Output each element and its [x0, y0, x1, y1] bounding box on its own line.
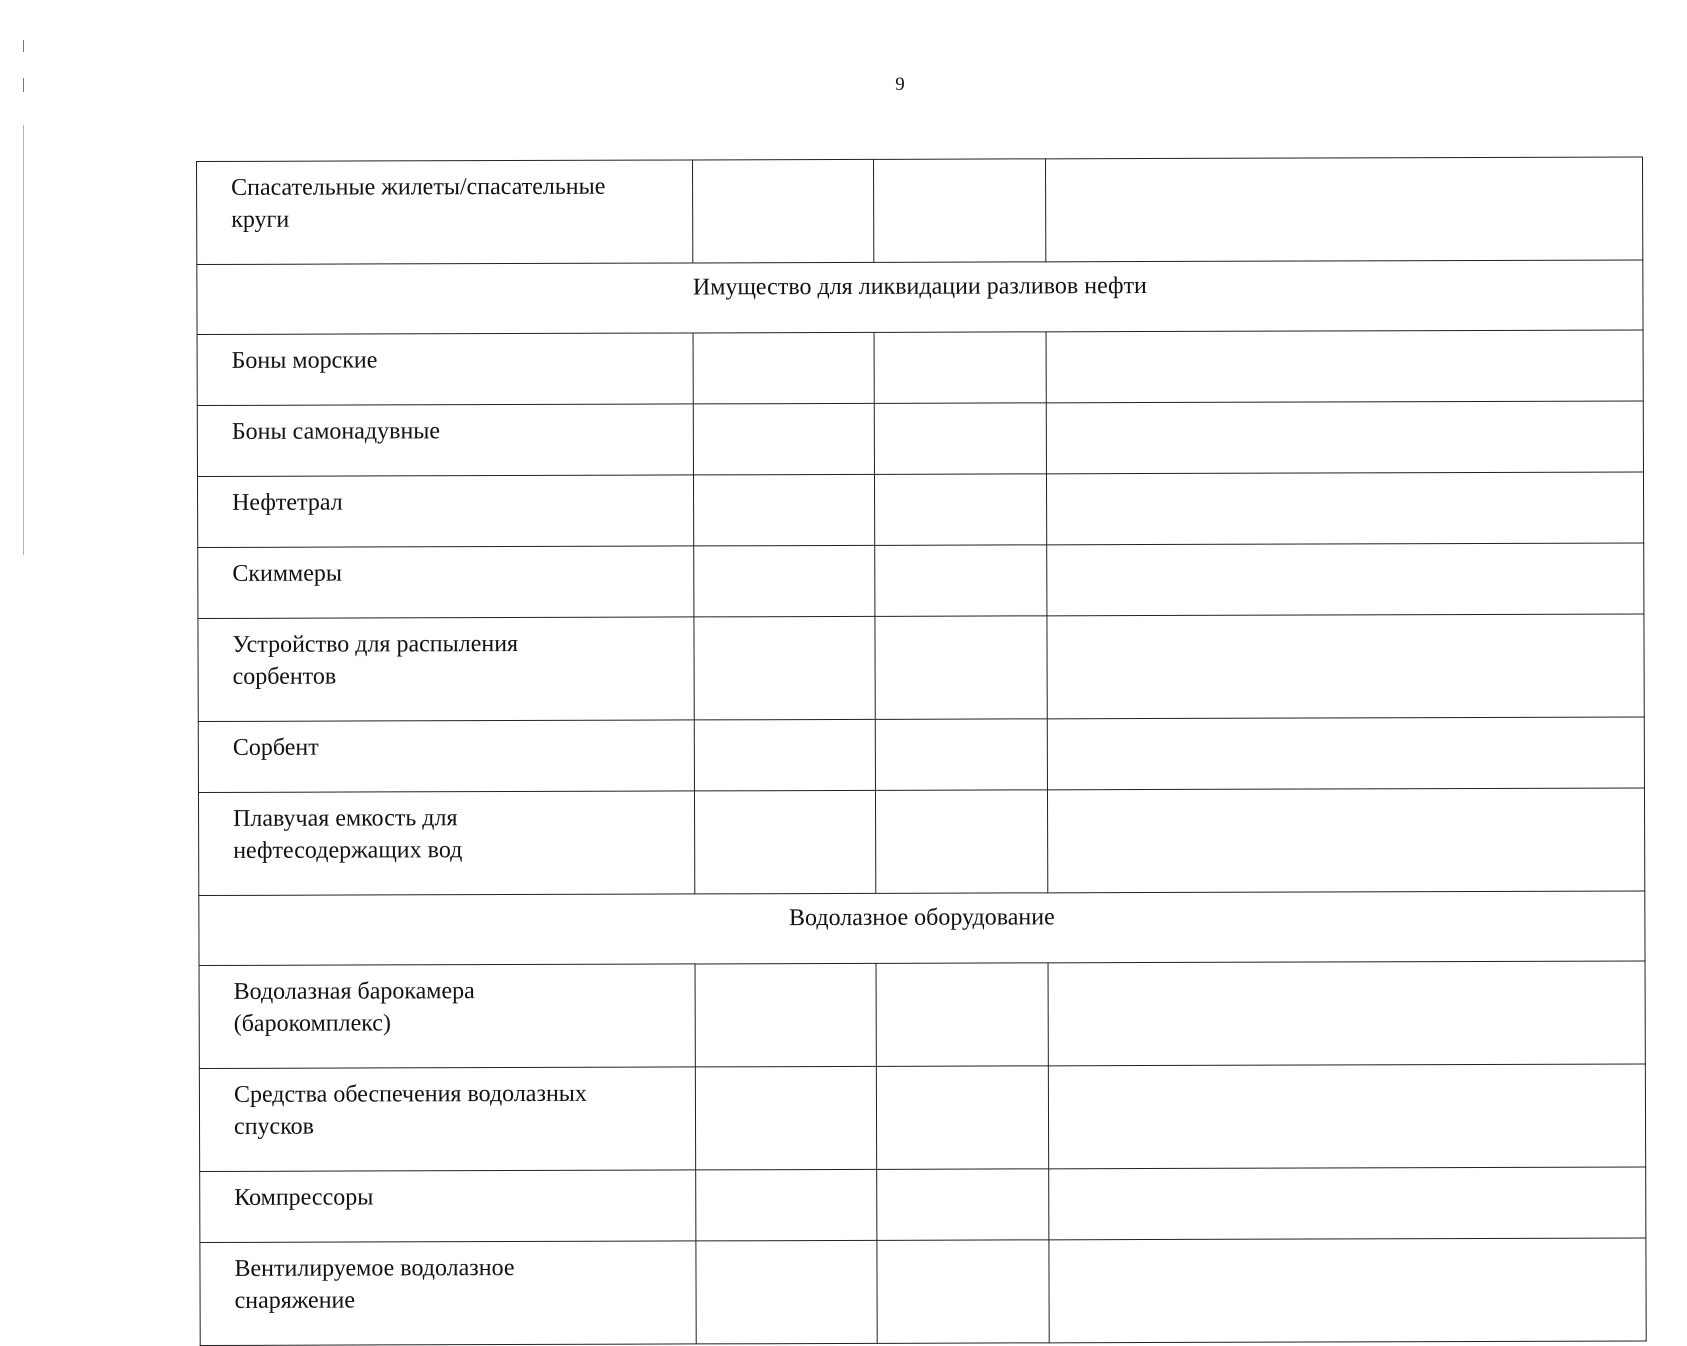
empty-cell	[695, 963, 876, 1067]
section-row	[197, 260, 1643, 335]
empty-cell	[875, 719, 1047, 791]
empty-cell	[875, 545, 1047, 617]
item-name-line: Плавучая емкость для	[233, 805, 458, 832]
empty-cell	[1045, 157, 1642, 262]
empty-cell	[1047, 788, 1644, 893]
empty-cell	[1047, 543, 1644, 616]
empty-cell	[877, 1240, 1049, 1344]
item-name-cell	[199, 1067, 695, 1172]
item-name-cell: Сорбент	[198, 720, 694, 793]
empty-cell	[693, 474, 874, 546]
table-row	[197, 157, 1643, 265]
item-name-cell	[197, 160, 693, 265]
empty-cell	[877, 1169, 1049, 1241]
section-row	[199, 891, 1645, 966]
empty-cell	[1046, 472, 1643, 545]
empty-cell	[694, 616, 875, 720]
empty-cell	[1049, 1167, 1646, 1240]
item-name-line: (барокомплекс)	[233, 1010, 391, 1037]
empty-cell	[874, 474, 1046, 546]
scan-edge-mark	[23, 125, 24, 555]
item-name-line: сорбентов	[232, 663, 337, 690]
item-name-cell: Нефтетрал	[197, 475, 693, 548]
item-name-line: спусков	[233, 1113, 314, 1140]
empty-cell	[694, 545, 875, 617]
empty-cell	[1046, 330, 1643, 403]
empty-cell	[1046, 401, 1643, 474]
section-heading: Имущество для ликвидации разливов нефти	[197, 260, 1643, 335]
empty-cell	[876, 963, 1048, 1067]
table-row	[198, 614, 1644, 722]
equipment-table	[196, 156, 1647, 1346]
empty-cell	[1049, 1238, 1646, 1343]
item-name-line: нефтесодержащих вод	[233, 837, 463, 864]
table-row	[198, 717, 1644, 793]
table-row	[197, 401, 1643, 477]
empty-cell	[695, 1066, 876, 1170]
item-name-line: Устройство для распыления	[232, 630, 519, 658]
table-row	[200, 1167, 1646, 1243]
item-name-line: Водолазная барокамера	[233, 978, 475, 1005]
empty-cell	[875, 790, 1047, 894]
item-name-cell: Боны самонадувные	[197, 404, 693, 477]
item-name-cell: Боны морские	[197, 333, 693, 406]
empty-cell	[696, 1169, 877, 1241]
table-row	[199, 961, 1645, 1069]
item-name-line: круги	[231, 206, 290, 233]
empty-cell	[874, 403, 1046, 475]
empty-cell	[875, 616, 1047, 720]
table-row	[198, 788, 1644, 896]
item-name-cell	[198, 791, 694, 896]
scan-edge-mark	[23, 40, 24, 52]
item-name-line: снаряжение	[234, 1287, 356, 1314]
item-name-line: Спасательные жилеты/спасательные	[231, 173, 606, 201]
empty-cell	[693, 332, 874, 404]
page-number: 9	[895, 74, 905, 95]
item-name-cell	[199, 964, 695, 1069]
empty-cell	[696, 1240, 877, 1344]
empty-cell	[694, 790, 875, 894]
item-name-cell	[198, 617, 694, 722]
item-name-cell: Компрессоры	[200, 1170, 696, 1243]
empty-cell	[1047, 614, 1644, 719]
empty-cell	[874, 332, 1046, 404]
item-name-cell: Скиммеры	[198, 546, 694, 619]
empty-cell	[693, 403, 874, 475]
empty-cell	[692, 159, 873, 263]
item-name-line: Вентилируемое водолазное	[234, 1255, 515, 1282]
empty-cell	[694, 719, 875, 791]
empty-cell	[1048, 961, 1645, 1066]
item-name-cell	[200, 1241, 696, 1346]
section-heading: Водолазное оборудование	[199, 891, 1645, 966]
empty-cell	[1047, 717, 1644, 790]
table-row	[198, 543, 1644, 619]
empty-cell	[1048, 1064, 1645, 1169]
empty-cell	[876, 1066, 1048, 1170]
item-name-line: Средства обеспечения водолазных	[233, 1080, 587, 1108]
table-row	[197, 472, 1643, 548]
table-row	[199, 1064, 1645, 1172]
table-row	[197, 330, 1643, 406]
table-row	[200, 1238, 1646, 1346]
empty-cell	[873, 159, 1045, 263]
